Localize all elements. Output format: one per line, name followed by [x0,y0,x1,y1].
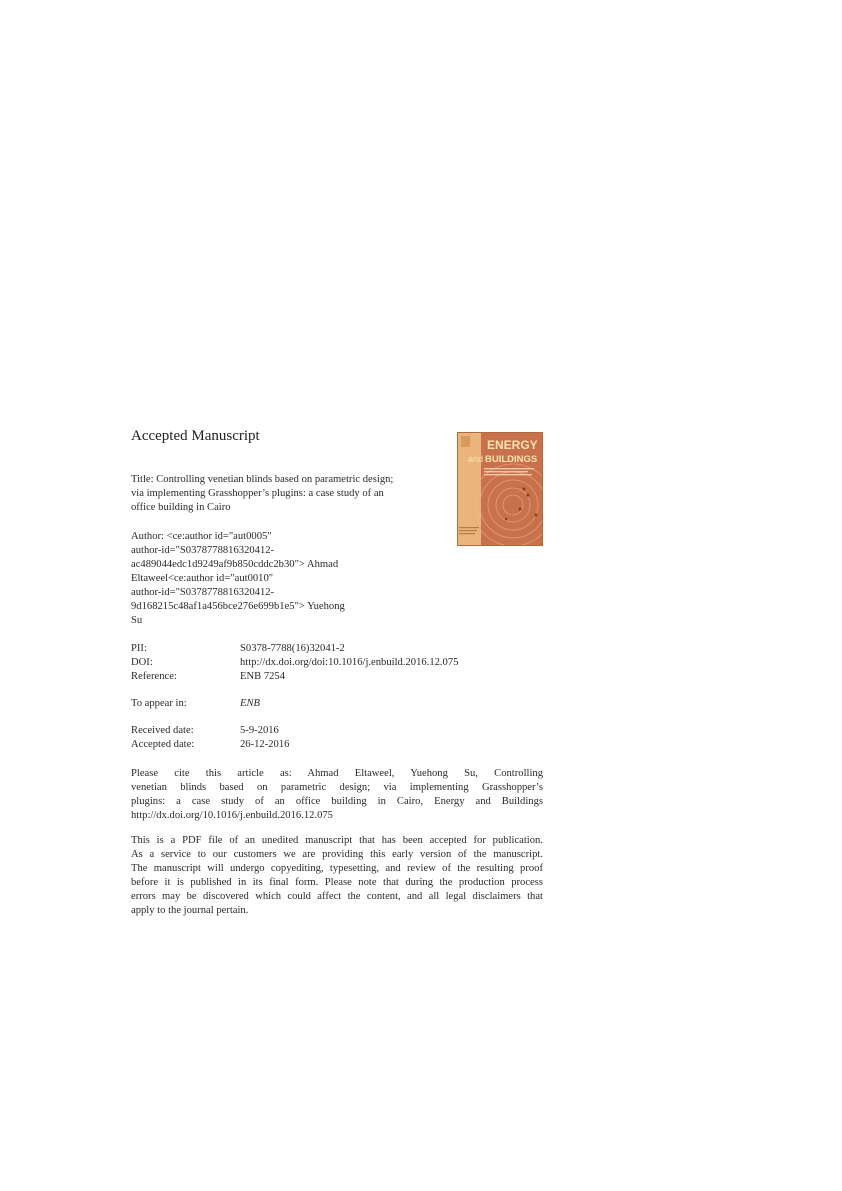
unedited-notice [131,834,543,918]
title-line: Title: Controlling venetian blinds based on parametric design; [131,474,394,485]
received-label: Received date: [131,725,194,736]
journal-code: ENB [240,698,261,709]
notice-line: This is a PDF file of an unedited manuscript that has been accepted for publication. [131,835,543,846]
manuscript-title [131,473,431,515]
accepted-label: Accepted date: [131,739,195,750]
author-line: ac489044edc1d9249af9b850cddc2b30"> Ahmad [131,559,339,570]
appear-label: To appear in: [131,698,187,709]
manuscript-authors [131,530,431,628]
cover-word-energy: ENERGY [487,438,538,452]
cover-word-buildings: BUILDINGS [485,454,538,465]
author-line: 9d168215c48af1a456bce276e699b1e5"> Yuehong [131,601,345,612]
citation-line: plugins: a case study of an office building in Cairo, Energy and Buildings [131,796,543,807]
title-line: via implementing Grasshopper’s plugins: a case study of an [131,488,384,499]
author-line: author-id="S0378778816320412- [131,587,275,598]
notice-line: apply to the journal pertain. [131,905,249,916]
accepted-date: 26-12-2016 [240,739,290,750]
page-heading: Accepted Manuscript [131,428,260,444]
received-date: 5-9-2016 [240,725,279,736]
journal-cover-image [457,432,543,546]
notice-line: The manuscript will undergo copyediting, typesetting, and review of the resulting proof [131,863,543,874]
citation-line: Please cite this article as: Ahmad Eltaweel, Yuehong Su, Controlling [131,768,543,779]
notice-line: errors may be discovered which could affect the content, and all legal disclaimers that [131,891,543,902]
author-line: Eltaweel<ce:author id="aut0010" [131,573,274,584]
author-line: Author: <ce:author id="aut0005" [131,531,272,542]
journal-cover-art [458,433,542,545]
notice-line: As a service to our customers we are providing this early version of the manuscript. [131,849,543,860]
title-line: office building in Cairo [131,502,231,513]
citation-doi-link[interactable]: http://dx.doi.org/10.1016/j.enbuild.2016.12.075 [131,810,333,821]
reference-value: ENB 7254 [240,671,286,682]
citation-paragraph [131,767,543,823]
author-line: Su [131,615,143,626]
citation-line: venetian blinds based on parametric design; via implementing Grasshopper’s [131,782,543,793]
author-line: author-id="S0378778816320412- [131,545,275,556]
reference-label: Reference: [131,671,177,682]
doi-link[interactable]: http://dx.doi.org/doi:10.1016/j.enbuild.2016.12.075 [240,657,459,668]
pii-label: PII: [131,643,147,654]
pii-value: S0378-7788(16)32041-2 [240,643,345,654]
notice-line: before it is published in its final form. Please note that during the production process [131,877,543,888]
doi-label: DOI: [131,657,153,668]
cover-word-and: and [468,454,484,464]
